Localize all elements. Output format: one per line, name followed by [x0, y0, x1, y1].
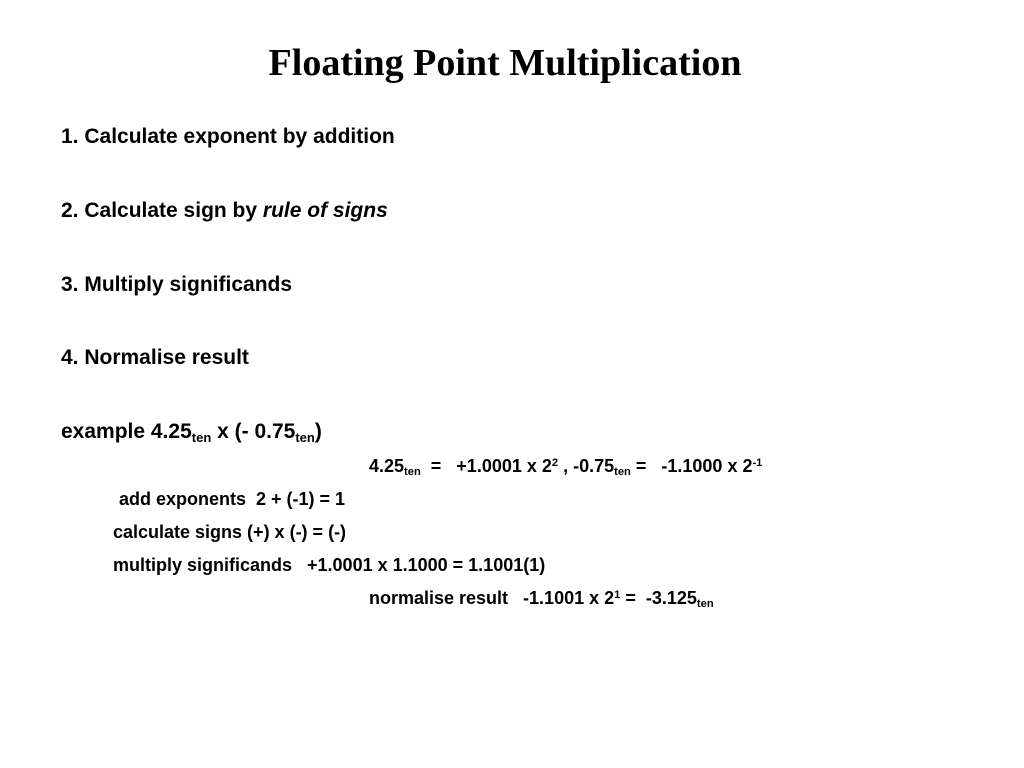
step-2: [61, 198, 388, 224]
example-line: [61, 419, 322, 445]
step-4: 4. Normalise result: [61, 346, 249, 369]
example-end: ): [314, 420, 322, 443]
step-2-text: 2. Calculate sign by: [61, 199, 263, 222]
example-subscript-1: ten: [191, 429, 212, 445]
example-middle: x (- 0.75: [211, 420, 296, 443]
conversion-c: , -0.75: [558, 456, 615, 476]
conversion-b-superscript: 2: [551, 457, 559, 470]
step-2-emphasis: rule of signs: [262, 199, 388, 222]
normalise-a-superscript: 1: [614, 589, 621, 602]
conversion-d-superscript: -1: [752, 457, 763, 470]
normalise-b: = -3.125: [620, 588, 697, 608]
normalise-line: [369, 587, 714, 609]
add-exponents-line: add exponents 2 + (-1) = 1: [119, 489, 346, 509]
multiply-significands-line: multiply significands +1.0001 x 1.1000 = 1.1001(1): [113, 555, 546, 575]
slide-title: Floating Point Multiplication: [268, 42, 742, 84]
conversion-a-subscript: ten: [404, 466, 421, 479]
conversion-d: = -1.1000 x 2: [630, 456, 753, 476]
step-1: 1. Calculate exponent by addition: [61, 125, 395, 148]
step-3: 3. Multiply significands: [61, 273, 293, 296]
normalise-b-subscript: ten: [696, 598, 714, 611]
conversion-line: [369, 455, 762, 477]
conversion-c-subscript: ten: [614, 466, 631, 479]
conversion-b: = +1.0001 x 2: [420, 456, 552, 476]
normalise-a: normalise result -1.1001 x 2: [369, 588, 615, 608]
conversion-a: 4.25: [369, 456, 405, 476]
example-subscript-2: ten: [295, 429, 315, 445]
example-label: example 4.25: [61, 420, 192, 443]
calculate-signs-line: calculate signs (+) x (-) = (-): [113, 522, 347, 542]
